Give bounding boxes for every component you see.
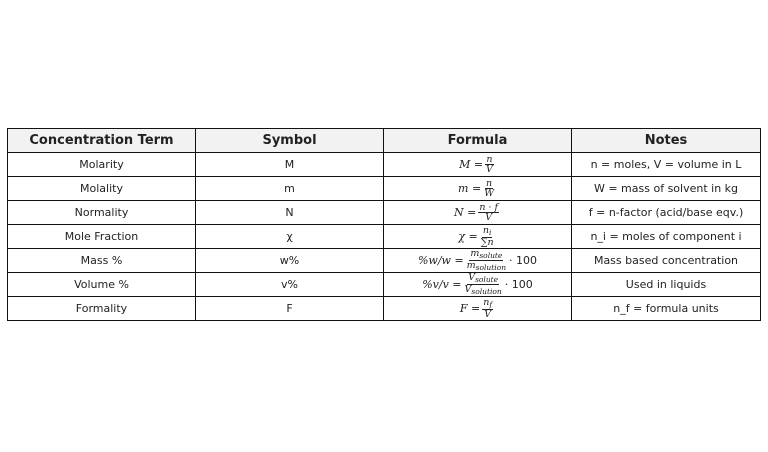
formula-denominator-subscript: solution xyxy=(475,263,507,272)
formula-fraction xyxy=(480,226,495,247)
formula-multiplier: · 100 xyxy=(509,254,538,267)
formula-expression xyxy=(460,298,495,319)
formula-denominator-main: V xyxy=(484,309,492,320)
formula-numerator-main: n xyxy=(483,297,490,308)
term-cell: Volume % xyxy=(8,273,196,297)
formula-lhs: m = xyxy=(458,182,482,195)
table-row xyxy=(8,297,761,321)
header-concentration-term: Concentration Term xyxy=(8,129,196,153)
formula-denominator xyxy=(484,213,493,222)
notes-cell: f = n-factor (acid/base eqv.) xyxy=(572,201,761,225)
term-cell: Molality xyxy=(8,177,196,201)
formula-numerator-subscript: solute xyxy=(479,251,503,260)
term-cell: Molarity xyxy=(8,153,196,177)
formula-numerator-main: n xyxy=(486,178,493,189)
formula-expression xyxy=(418,249,537,272)
formula-expression xyxy=(459,155,496,174)
notes-cell: n = moles, V = volume in L xyxy=(572,153,761,177)
formula-denominator xyxy=(464,285,503,296)
notes-cell: n_f = formula units xyxy=(572,297,761,321)
term-cell: Mole Fraction xyxy=(8,225,196,249)
header-symbol: Symbol xyxy=(196,129,384,153)
formula-denominator-main: m xyxy=(466,260,476,271)
formula-lhs: F = xyxy=(459,302,481,315)
notes-cell: Used in liquids xyxy=(572,273,761,297)
formula-expression xyxy=(458,179,497,198)
table-row xyxy=(8,153,761,177)
formula-denominator-main: V xyxy=(464,284,472,295)
formula-lhs: χ = xyxy=(458,230,478,243)
formula-numerator-main: V xyxy=(468,272,476,283)
formula-cell xyxy=(384,225,572,249)
header-notes: Notes xyxy=(572,129,761,153)
symbol-cell: M xyxy=(196,153,384,177)
symbol-cell: w% xyxy=(196,249,384,273)
table-row xyxy=(8,249,761,273)
formula-denominator xyxy=(466,261,507,272)
formula-fraction xyxy=(466,249,507,272)
formula-denominator xyxy=(483,310,492,319)
formula-cell xyxy=(384,177,572,201)
symbol-cell: F xyxy=(196,297,384,321)
term-cell: Normality xyxy=(8,201,196,225)
formula-expression xyxy=(458,226,496,247)
formula-cell xyxy=(384,249,572,273)
formula-lhs: N = xyxy=(453,206,477,219)
formula-numerator xyxy=(467,273,499,285)
table-row xyxy=(8,177,761,201)
formula-expression xyxy=(454,203,501,222)
formula-multiplier: · 100 xyxy=(504,278,533,291)
table-row xyxy=(8,201,761,225)
table-row xyxy=(8,225,761,249)
formula-denominator xyxy=(485,165,494,174)
formula-cell xyxy=(384,273,572,297)
table-row xyxy=(8,273,761,297)
formula-lhs: %v/v = xyxy=(422,278,462,291)
formula-fraction xyxy=(483,179,495,198)
formula-denominator xyxy=(483,189,495,198)
formula-denominator-main: V xyxy=(486,164,493,175)
formula-fraction xyxy=(464,273,503,296)
formula-cell xyxy=(384,153,572,177)
formula-numerator-subscript: i xyxy=(489,228,492,237)
formula-numerator-subscript: f xyxy=(489,300,493,309)
formula-fraction xyxy=(478,203,499,222)
formula-cell xyxy=(384,297,572,321)
formula-denominator-subscript: solution xyxy=(471,287,502,296)
formula-lhs: %w/w = xyxy=(417,254,464,267)
formula-numerator-subscript: solute xyxy=(475,275,499,284)
formula-lhs: M = xyxy=(459,158,484,171)
term-cell: Formality xyxy=(8,297,196,321)
formula-numerator-main: n · f xyxy=(479,202,499,213)
formula-denominator xyxy=(480,238,495,247)
notes-cell: n_i = moles of component i xyxy=(572,225,761,249)
formula-cell xyxy=(384,201,572,225)
notes-cell: Mass based concentration xyxy=(572,249,761,273)
symbol-cell: N xyxy=(196,201,384,225)
notes-cell: W = mass of solvent in kg xyxy=(572,177,761,201)
formula-denominator-main: W xyxy=(484,188,494,199)
formula-fraction xyxy=(482,298,493,319)
symbol-cell: χ xyxy=(196,225,384,249)
symbol-cell: m xyxy=(196,177,384,201)
concentration-table xyxy=(7,128,761,321)
formula-numerator-main: n xyxy=(486,154,493,165)
table-header-row xyxy=(8,129,761,153)
header-formula: Formula xyxy=(384,129,572,153)
symbol-cell: v% xyxy=(196,273,384,297)
formula-numerator-main: m xyxy=(470,248,480,259)
formula-expression xyxy=(422,273,533,296)
formula-denominator-main: V xyxy=(485,212,493,223)
formula-fraction xyxy=(485,155,494,174)
term-cell: Mass % xyxy=(8,249,196,273)
formula-numerator-main: n xyxy=(482,225,490,236)
formula-denominator-main: ∑n xyxy=(480,237,494,248)
